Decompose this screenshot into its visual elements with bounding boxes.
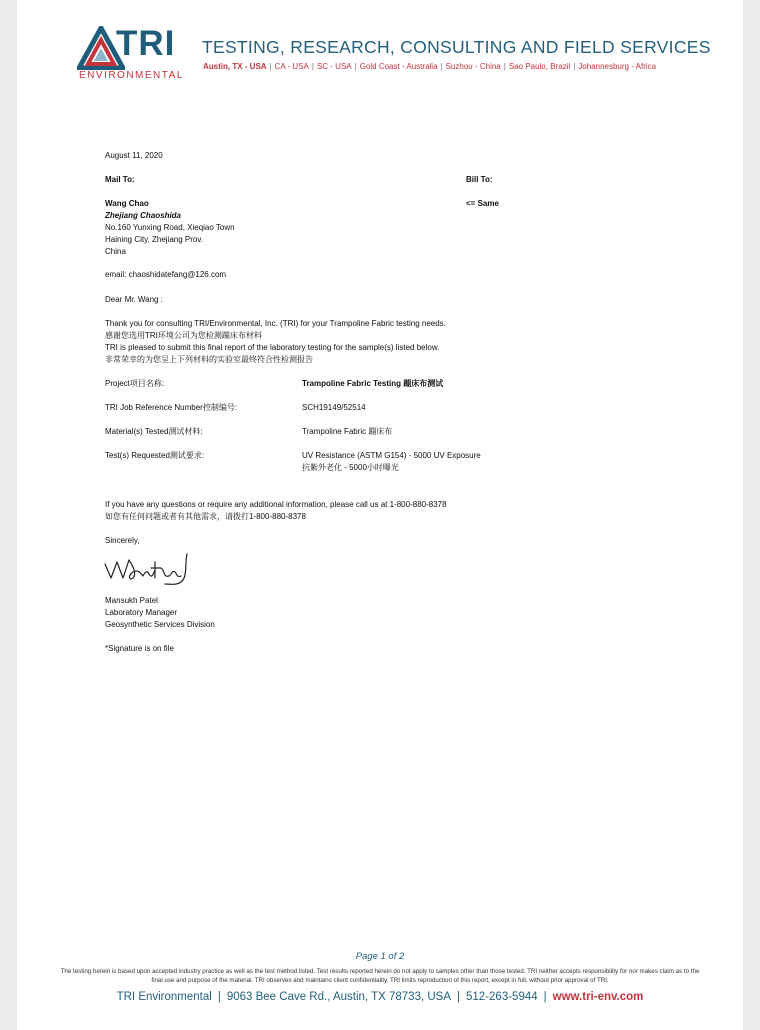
footer-company: TRI Environmental: [116, 991, 212, 1003]
company-name: Zhejiang Chaoshida: [105, 211, 182, 220]
signer-title: Laboratory Manager: [105, 608, 178, 617]
letter-date: August 11, 2020: [105, 151, 163, 160]
job-ref-label: TRI Job Reference Number控制编号:: [105, 403, 238, 412]
report-page: [17, 0, 743, 1030]
footer-website-link[interactable]: www.tri-env.com: [552, 991, 644, 1003]
bill-to-value: <= Same: [466, 199, 499, 208]
mail-to-label: Mail To:: [105, 175, 135, 184]
address-line-3: China: [105, 247, 126, 256]
questions-line-2: 如您有任何问题或者有其他需求，请拨打1-800-880-8378: [105, 512, 306, 521]
materials-label: Material(s) Tested测试材料:: [105, 427, 203, 436]
questions-line-1: If you have any questions or require any additional information, please call us at 1-800-880-8378: [105, 500, 447, 509]
tests-value-1: UV Resistance (ASTM G154) - 5000 UV Exposure: [302, 451, 481, 460]
address-line-2: Haining City, Zhejiang Prov.: [105, 235, 203, 244]
header-locations: Austin, TX - USA | CA - USA | SC - USA | Gold Coast - Australia | Suzhou - China | Sao Paulo, Brazil | Johannesburg - Africa: [203, 62, 657, 71]
recipient-name: Wang Chao: [105, 199, 149, 208]
intro-line-3: TRI is pleased to submit this final report of the laboratory testing for the sample(s) listed below.: [105, 343, 440, 352]
tests-value-2: 抗紫外老化 - 5000小时曝光: [302, 463, 399, 472]
logo-subtext: ENVIRONMENTAL: [79, 70, 184, 81]
job-ref-value: SCH19149/52514: [302, 403, 366, 412]
page-number: Page 1 of 2: [355, 951, 405, 962]
intro-line-4: 非常荣幸的为您呈上下列材料的实验室最终符合性检测报告: [105, 355, 313, 364]
signer-division: Geosynthetic Services Division: [105, 620, 215, 629]
recipient-email: email: chaoshidatefang@126.com: [105, 270, 227, 279]
closing: Sincerely,: [105, 536, 140, 545]
signature-note: *Signature is on file: [105, 644, 174, 653]
footer-address: 9063 Bee Cave Rd., Austin, TX 78733, USA: [226, 991, 452, 1003]
signature-icon: [103, 548, 203, 590]
bill-to-label: Bill To:: [466, 175, 493, 184]
intro-line-1: Thank you for consulting TRI/Environmental, Inc. (TRI) for your Trampoline Fabric testing needs.: [105, 319, 446, 328]
project-label: Project项目名称:: [105, 379, 165, 388]
footer-phone: 512-263-5944: [466, 991, 538, 1003]
tests-label: Test(s) Requested测试要求:: [105, 451, 205, 460]
signer-name: Mansukh Patel: [105, 596, 158, 605]
disclaimer: The testing herein is based upon accepted industry practice as well as the test method listed. Test results reported herein do not apply to samples other than those tested. TRI neither accepts responsibility for nor makes claim as to the final use and purpose of the material. TRI observes and maintains client confidentiality. TRI limits reproduction of this report, except in full, without prior approval of TRI.: [60, 968, 700, 984]
materials-value: Trampoline Fabric 蹦床布: [302, 427, 393, 436]
salutation: Dear Mr. Wang :: [105, 295, 163, 304]
tri-logo: [77, 24, 189, 84]
project-value: Trampoline Fabric Testing 蹦床布测试: [302, 379, 444, 388]
intro-line-2: 感谢您选用TRI环境公司为您检测蹦床布材料: [105, 331, 262, 340]
address-line-1: No.160 Yunxing Road, Xieqiao Town: [105, 223, 235, 232]
header-tagline: TESTING, RESEARCH, CONSULTING AND FIELD SERVICES: [202, 37, 711, 57]
footer-contact: TRI Environmental | 9063 Bee Cave Rd., Austin, TX 78733, USA | 512-263-5944 | www.tri-env.com: [116, 991, 644, 1003]
logo-wordmark: TRI: [116, 24, 176, 63]
